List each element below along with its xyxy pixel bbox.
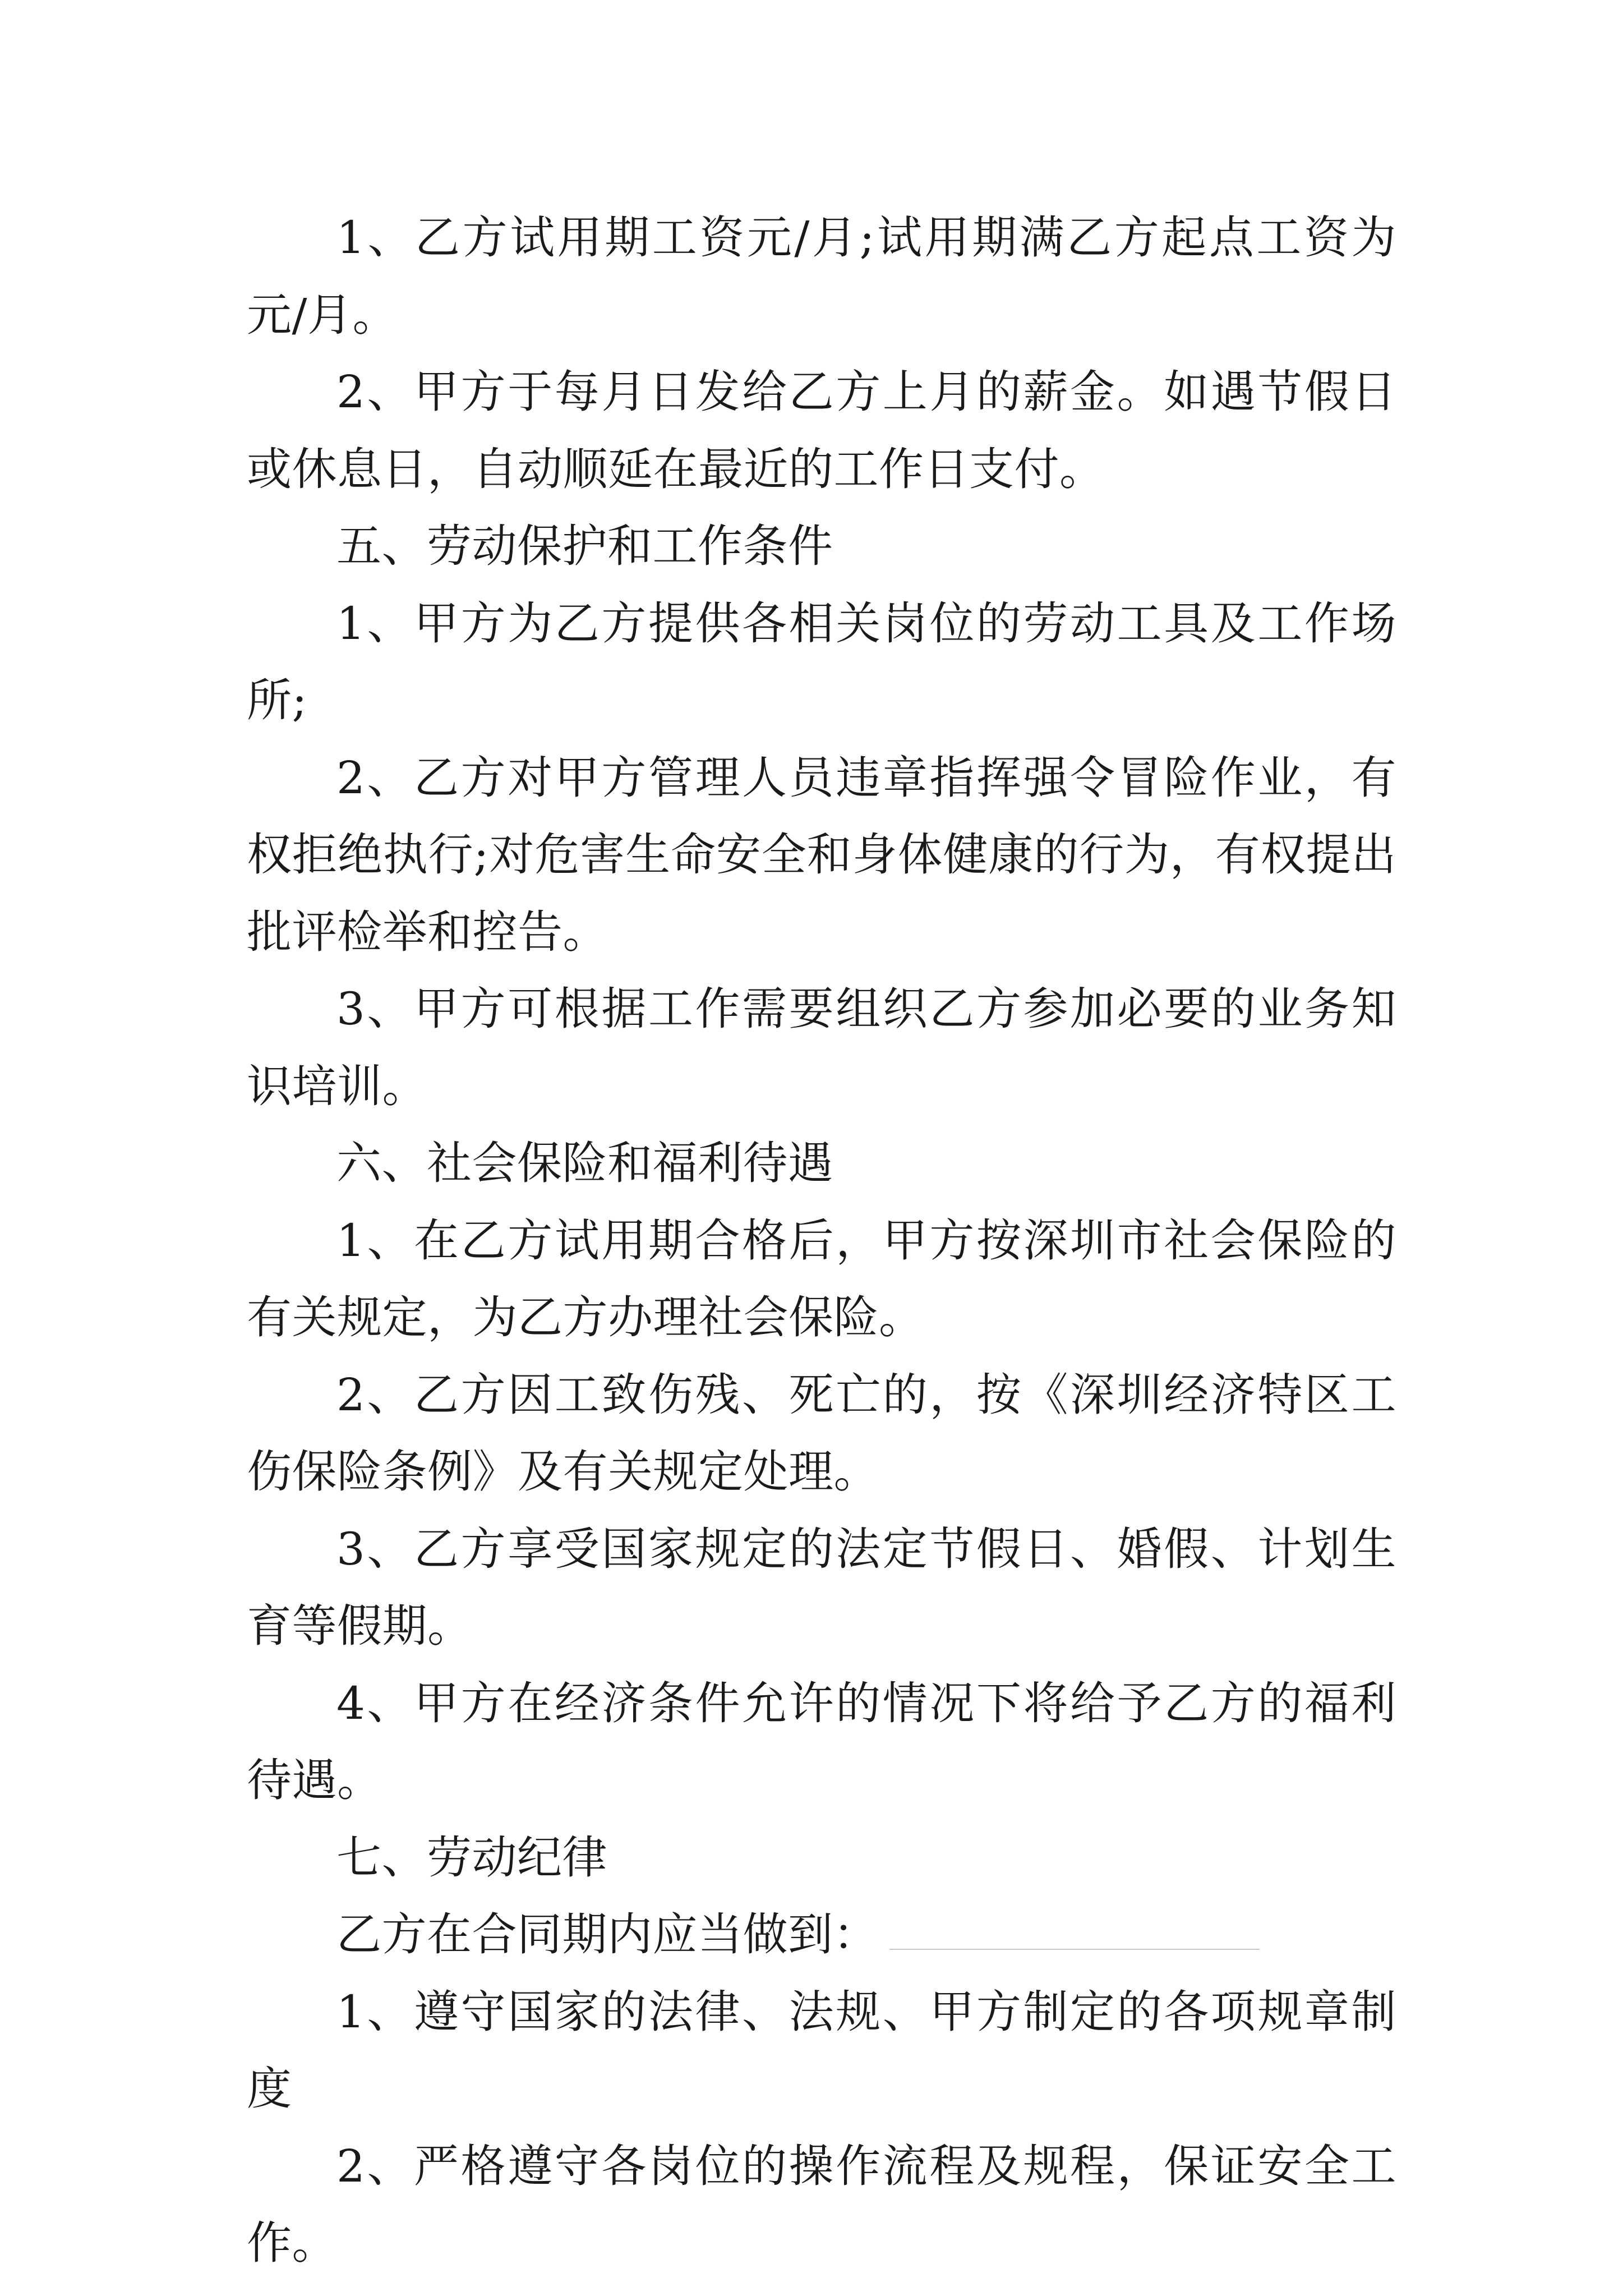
paragraph-social-insurance: 1、在乙方试用期合格后，甲方按深圳市社会保险的有关规定，为乙方办理社会保险。 [247,1214,1396,1343]
paragraph-tools-workplace: 1、甲方为乙方提供各相关岗位的劳动工具及工作场所; [247,597,1396,726]
paragraph-salary-payment: 2、甲方于每月日发给乙方上月的薪金。如遇节假日或休息日，自动顺延在最近的工作日支付。 [247,366,1396,495]
section-heading-labor-discipline: 七、劳动纪律 [336,1831,607,1884]
paragraph-salary-probation: 1、乙方试用期工资元/月;试用期满乙方起点工资为元/月。 [247,211,1396,341]
paragraph-refuse-unsafe-orders: 2、乙方对甲方管理人员违章指挥强令冒险作业，有权拒绝执行;对危害生命安全和身体健康的行为，有权提出批评检举和控告。 [247,751,1396,958]
paragraph-work-injury: 2、乙方因工致伤残、死亡的，按《深圳经济特区工伤保险条例》及有关规定处理。 [247,1368,1396,1498]
fill-in-blank-line [889,1948,1260,1950]
paragraph-welfare: 4、甲方在经济条件允许的情况下将给予乙方的福利待遇。 [247,1677,1396,1806]
section-heading-social-insurance: 六、社会保险和福利待遇 [336,1137,833,1189]
paragraph-obligations-intro [247,1896,1396,1973]
paragraph-holidays: 3、乙方享受国家规定的法定节假日、婚假、计划生育等假期。 [247,1522,1396,1652]
paragraph-safety-procedures: 2、严格遵守各岗位的操作流程及规程，保证安全工作。 [247,2139,1396,2269]
section-heading-labor-protection: 五、劳动保护和工作条件 [336,520,833,572]
obligations-intro-text: 乙方在合同期内应当做到： [336,1908,878,1961]
paragraph-obey-laws: 1、遵守国家的法律、法规、甲方制定的各项规章制度 [247,1985,1396,2115]
document-body [247,199,1396,2282]
paragraph-training: 3、甲方可根据工作需要组织乙方参加必要的业务知识培训。 [247,983,1396,1112]
